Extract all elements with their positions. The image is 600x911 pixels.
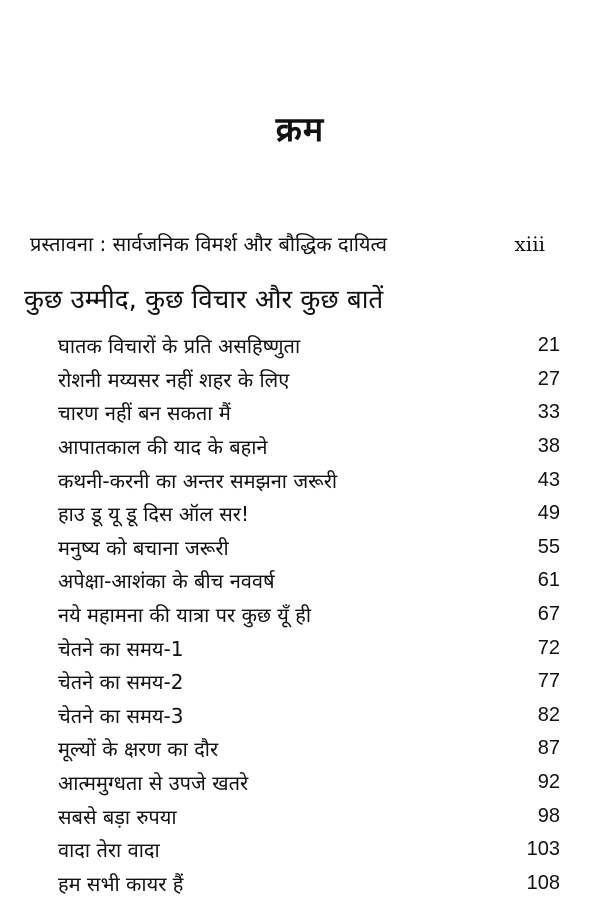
section-heading: कुछ उम्मीद, कुछ विचार और कुछ बातें [24,285,384,315]
toc-entry [58,732,560,766]
toc-entry-title: चेतने का समय-3 [58,703,184,728]
toc-entry-title: अपेक्षा-आशंका के बीच नववर्ष [58,569,275,594]
toc-entry-page-number: 21 [537,334,560,357]
toc-entry-page-number: 55 [537,535,560,558]
toc-entry-page-number: 38 [537,435,560,458]
toc-entry [58,598,560,632]
toc-entry-title: चारण नहीं बन सकता मैं [58,401,231,426]
toc-entry [58,631,560,665]
toc-entry-title: हाउ डू यू डू दिस ऑल सर! [58,502,249,527]
toc-entry-page-number: 72 [537,636,560,659]
toc-entry-page-number: 33 [537,401,560,424]
toc-entry [58,363,560,397]
toc-entry [58,531,560,565]
toc-entry [58,665,560,699]
toc-entry-title: आपातकाल की याद के बहाने [58,435,268,460]
toc-entry-page-number: 92 [537,771,560,794]
toc-entry [58,497,560,531]
toc-entry-page-number: 87 [537,737,560,760]
toc-entry-title: घातक विचारों के प्रति असहिष्णुता [58,334,301,359]
toc-entry [58,766,560,800]
toc-entry [58,329,560,363]
toc-entry-title: मूल्यों के क्षरण का दौर [58,737,219,762]
toc-entry-title: कथनी-करनी का अन्तर समझना जरूरी [58,468,338,493]
toc-entry-page-number: 67 [537,603,560,626]
toc-entry-title: हम सभी कायर हैं [58,871,184,896]
toc-entry-title: चेतने का समय-1 [58,636,184,661]
toc-entry-page-number: 103 [526,838,560,861]
preface-title: प्रस्तावना : सार्वजनिक विमर्श और बौद्धिक दायित्व [30,232,387,256]
preface-page-number: xiii [514,232,545,256]
toc-entry [58,463,560,497]
toc-entry-title: आत्ममुग्धता से उपजे खतरे [58,771,249,796]
toc-entry-page-number: 77 [537,670,560,693]
page-title: क्रम [275,110,325,150]
toc-entry [58,799,560,833]
toc-entry-page-number: 108 [526,871,560,894]
toc-entry-title: सबसे बड़ा रुपया [58,804,177,829]
toc-entry-title: चेतने का समय-2 [58,670,184,695]
toc-list [58,329,560,900]
toc-entry-title: वादा तेरा वादा [58,838,160,863]
toc-entry-page-number: 98 [537,804,560,827]
toc-entry-page-number: 82 [537,703,560,726]
toc-entry-page-number: 49 [537,502,560,525]
toc-entry-title: मनुष्य को बचाना जरूरी [58,535,229,560]
toc-entry [58,699,560,733]
toc-entry [58,396,560,430]
toc-entry-page-number: 43 [537,468,560,491]
toc-entry [58,430,560,464]
toc-entry [58,867,560,901]
toc-entry [58,564,560,598]
toc-entry [58,833,560,867]
toc-entry-page-number: 27 [537,367,560,390]
toc-entry-page-number: 61 [537,569,560,592]
preface-entry [30,230,545,257]
toc-entry-title: नये महामना की यात्रा पर कुछ यूँ ही [58,603,312,628]
toc-entry-title: रोशनी मय्यसर नहीं शहर के लिए [58,367,290,392]
